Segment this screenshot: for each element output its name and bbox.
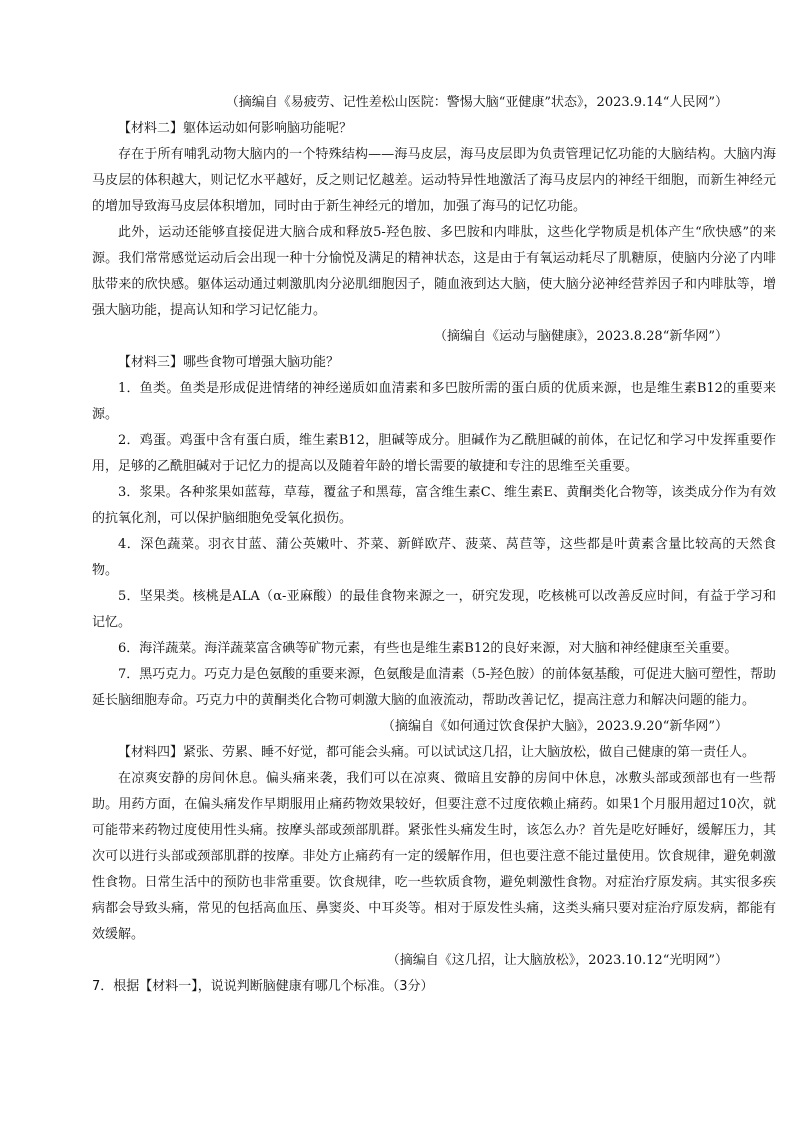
material3-heading: 【材料三】哪些食物可增强大脑功能？ bbox=[118, 355, 340, 370]
material3-item: 6．海洋蔬菜。海洋蔬菜富含碘等矿物元素，有些也是维生素B12的良好来源，对大脑和神经健康至关重要。 bbox=[118, 641, 738, 656]
material3-item: 5．坚果类。核桃是ALA（α-亚麻酸）的最佳食物来源之一，研究发现，吃核桃可以改善反应时间，有益于学习和记忆。 bbox=[92, 589, 776, 630]
material1-source: （摘编自《易疲劳、记性差松山医院：警惕大脑“亚健康”状态》，2023.9.14“人民网”） bbox=[225, 95, 728, 110]
material2-heading: 【材料二】躯体运动如何影响脑功能呢？ bbox=[118, 121, 353, 136]
question-7: 7．根据【材料一】，说说判断脑健康有哪几个标准。（3分） bbox=[92, 979, 434, 994]
material2-source: （摘编自《运动与脑健康》，2023.8.28“新华网”） bbox=[434, 329, 728, 344]
material3-source: （摘编自《如何通过饮食保护大脑》，2023.9.20“新华网”） bbox=[382, 719, 728, 734]
material3-item: 1．鱼类。鱼类是形成促进情绪的神经递质如血清素和多巴胺所需的蛋白质的优质来源，也是维生素B12的重要来源。 bbox=[92, 381, 776, 422]
material3-item: 3．浆果。各种浆果如蓝莓，草莓，覆盆子和黑莓，富含维生素C、维生素E、黄酮类化合物等，该类成分作为有效的抗氧化剂，可以保护脑细胞免受氧化损伤。 bbox=[92, 485, 776, 526]
material2-paragraph: 此外，运动还能够直接促进大脑合成和释放5-羟色胺、多巴胺和内啡肽，这些化学物质是机体产生“欣快感”的来源。我们常常感觉运动后会出现一种十分愉悦及满足的精神状态，这是由于有氧运动耗尽了肌糖原，使脑内分泌了内啡肽带来的欣快感。躯体运动通过刺激肌肉分泌肌细胞因子，随血液到达大脑，使大脑分泌神经营养因子和内啡肽等，增强大脑功能，提高认知和学习记忆能力。 bbox=[92, 225, 776, 318]
material3-item: 4．深色蔬菜。羽衣甘蓝、蒲公英嫩叶、芥菜、新鲜欧芹、菠菜、莴苣等，这些都是叶黄素含量比较高的天然食物。 bbox=[92, 537, 776, 578]
document-page bbox=[92, 90, 776, 1000]
material4-paragraph: 【材料四】紧张、劳累、睡不好觉，都可能会头痛。可以试试这几招，让大脑放松，做自己健康的第一责任人。 bbox=[118, 745, 756, 760]
material4-paragraph: 在凉爽安静的房间休息。偏头痛来袭，我们可以在凉爽、微暗且安静的房间中休息，冰敷头部或颈部也有一些帮助。用药方面，在偏头痛发作早期服用止痛药物效果较好，但要注意不过度依赖止痛药。如果1个月服用超过10次，就可能带来药物过度使用性头痛。按摩头部或颈部肌群。紧张性头痛发生时，该怎么办？首先是吃好睡好，缓解压力，其次可以进行头部或颈部肌群的按摩。非处方止痛药有一定的缓解作用，但也要注意不能过量使用。饮食规律，避免刺激性食物。日常生活中的预防也非常重要。饮食规律，吃一些软质食物，避免刺激性食物。对症治疗原发病。其实很多疾病都会导致头痛，常见的包括高血压、鼻窦炎、中耳炎等。相对于原发性头痛，这类头痛只要对症治疗原发病，都能有效缓解。 bbox=[92, 771, 776, 942]
material3-item: 2．鸡蛋。鸡蛋中含有蛋白质，维生素B12，胆碱等成分。胆碱作为乙酰胆碱的前体，在记忆和学习中发挥重要作用，足够的乙酰胆碱对于记忆力的提高以及随着年龄的增长需要的敏捷和专注的思维至关重要。 bbox=[92, 433, 776, 474]
material3-item: 7．黑巧克力。巧克力是色氨酸的重要来源，色氨酸是血清素（5-羟色胺）的前体氨基酸，可促进大脑可塑性，帮助延长脑细胞寿命。巧克力中的黄酮类化合物可刺激大脑的血液流动，帮助改善记忆，提高注意力和解决问题的能力。 bbox=[92, 667, 776, 708]
material2-paragraph: 存在于所有哺乳动物大脑内的一个特殊结构——海马皮层，海马皮层即为负责管理记忆功能的大脑结构。大脑内海马皮层的体积越大，则记忆水平越好，反之则记忆越差。运动特异性地激活了海马皮层内的神经干细胞，而新生神经元的增加导致海马皮层体积增加，同时由于新生神经元的增加，加强了海马的记忆功能。 bbox=[92, 147, 776, 214]
material4-source: （摘编自《这几招，让大脑放松》，2023.10.12“光明网”） bbox=[386, 953, 728, 968]
